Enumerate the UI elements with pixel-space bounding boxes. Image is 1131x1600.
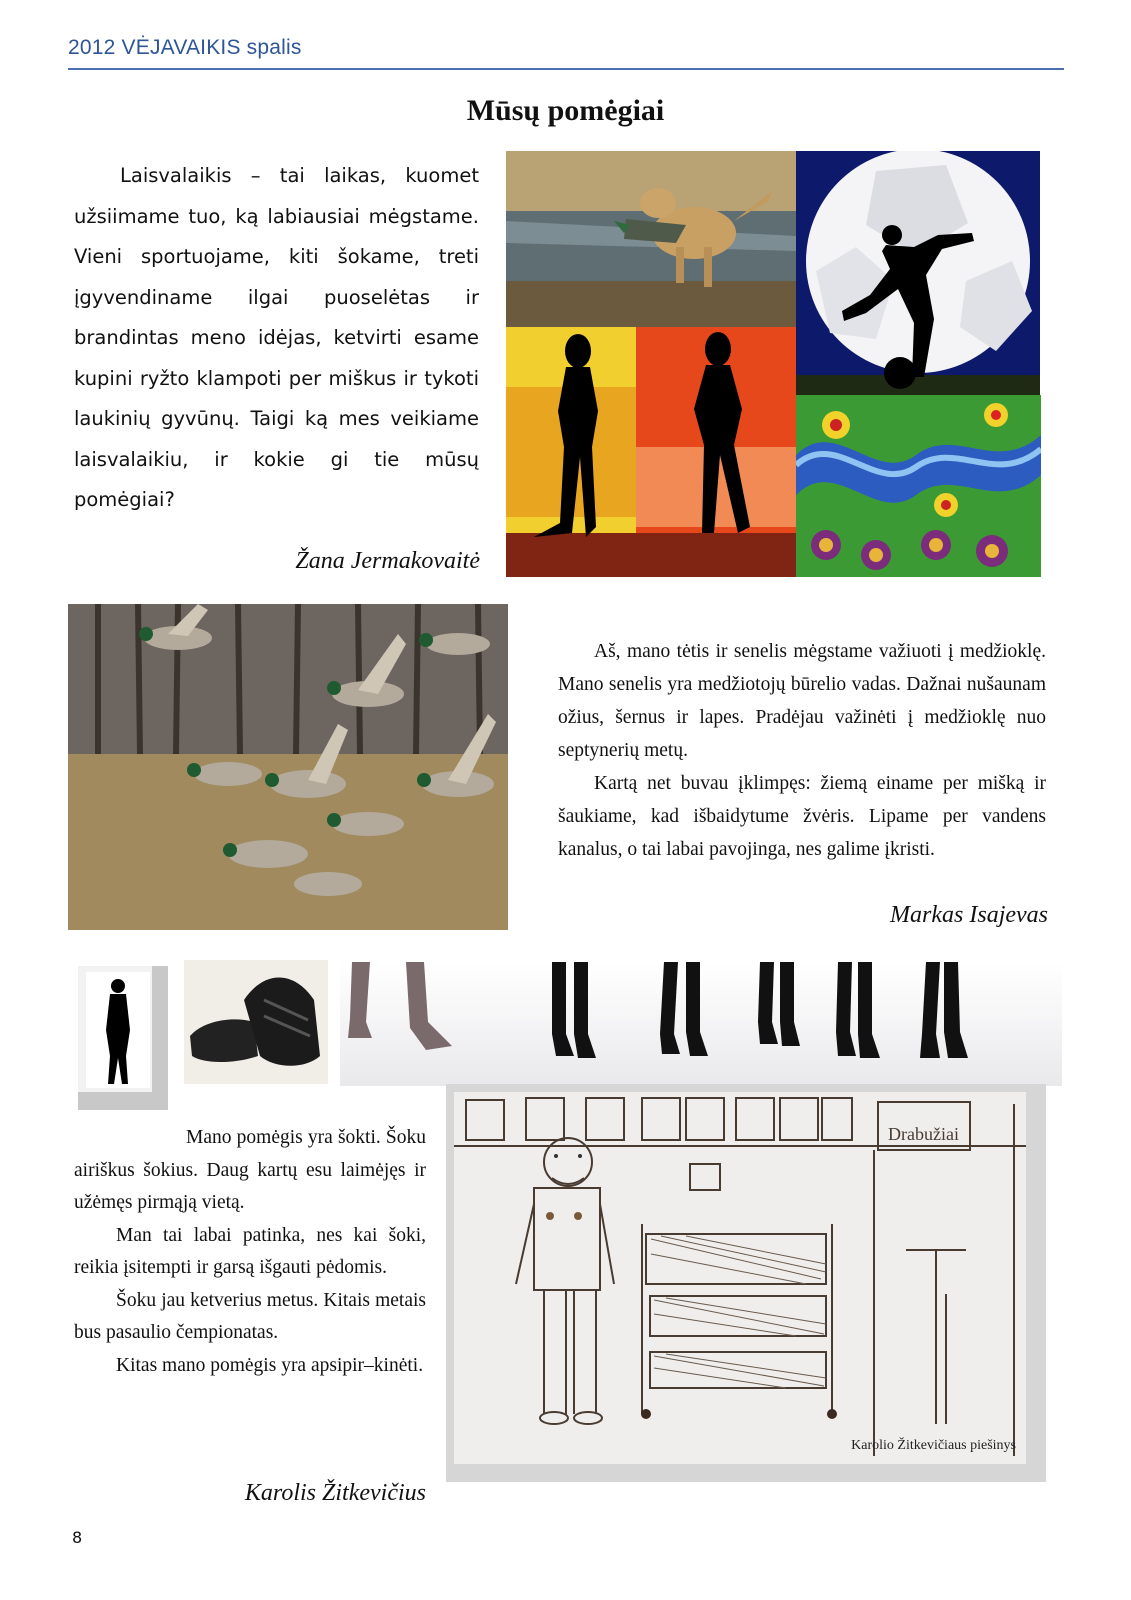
dance-article (74, 1122, 426, 1382)
header-rule (68, 68, 1064, 70)
football-silhouette-image (796, 151, 1040, 395)
dancers-silhouette-image (506, 327, 796, 577)
colorful-painting-image (796, 395, 1041, 577)
dance-paragraph-2: Man tai labai patinka, nes kai šoki, reikia įsitempti ir garsą išgauti pėdomis. (74, 1224, 426, 1278)
magazine-header: 2012 VĖJAVAIKIS spalis (68, 36, 302, 59)
dance-paragraph-1: Mano pomėgis yra šokti. Šoku airiškus šokius. Daug kartų esu laimėjęs ir užėmęs pirmąją vietą. (74, 1127, 426, 1213)
dancer-figure-frame (78, 966, 168, 1110)
dancing-feet-image (340, 962, 1062, 1086)
dance-paragraph-3: Šoku jau ketverius metus. Kitais metais bus pasaulio čempionatas. (74, 1289, 426, 1343)
hunting-paragraph-2: Kartą net buvau įklimpęs: žiemą einame per mišką ir šaukiame, kad išbaidytume žvėris. Lipame per vandens kanalus, o tai labai pavojinga, nes galime įkristi. (558, 773, 1046, 860)
page-number: 8 (72, 1528, 83, 1547)
intro-author: Žana Jermakovaitė (295, 548, 480, 574)
dance-author: Karolis Žitkevičius (244, 1480, 426, 1506)
hunting-article (558, 635, 1046, 866)
dance-shoes-photo (184, 960, 328, 1084)
intro-paragraph: Laisvalaikis – tai laikas, kuomet užsiimame tuo, ką labiausiai mėgstame. Vieni sportuojame, kiti šokame, treti įgyvendiname ilgai puoselėtas ir brandintas meno idėjas, ketvirti esame kupini ryžto klampoti per miškus ir tykoti laukinių gyvūnų. Taigi ką mes veikiame laisvalaikiu, ir kokie gi tie mūsų pomėgiai? (74, 164, 479, 511)
flying-ducks-photo (68, 604, 508, 930)
child-drawing-frame (446, 1084, 1046, 1482)
dance-paragraph-4: Kitas mano pomėgis yra apsipir–kinėti. (116, 1354, 424, 1376)
drawing-store-sign: Drabužiai (888, 1124, 959, 1144)
dog-with-duck-photo (506, 151, 796, 327)
intro-article (74, 156, 479, 521)
drawing-caption: Karolio Žitkevičiaus piešinys (851, 1438, 1016, 1453)
hunting-author: Markas Isajevas (890, 902, 1048, 928)
hunting-paragraph-1: Aš, mano tėtis ir senelis mėgstame važiuoti į medžioklę. Mano senelis yra medžiotojų būrelio vadas. Dažnai nušaunam ožius, šernus ir lapes. Pradėjau važinėti į medžioklę nuo septynerių metų. (558, 641, 1046, 761)
page-title: Mūsų pomėgiai (466, 94, 665, 127)
